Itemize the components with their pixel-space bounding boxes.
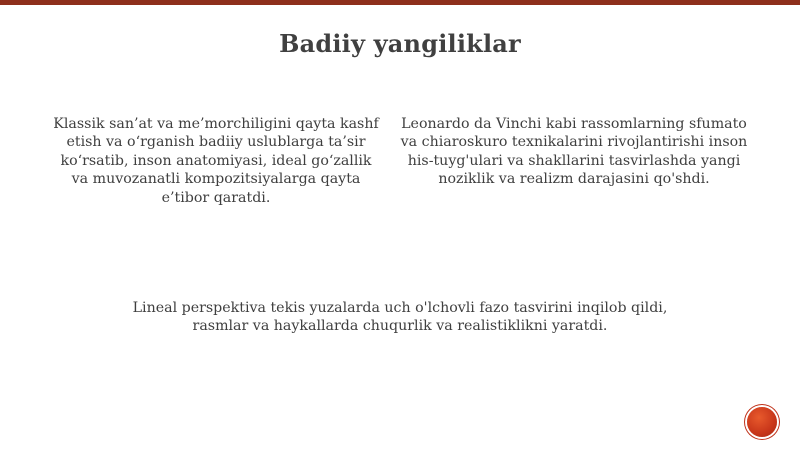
paragraph-right: Leonardo da Vinchi kabi rassomlarning sfumato va chiaroskuro texnikalarini rivojlantirishi inson his-tuyg'ulari va shakllarini tasvirlashda yangi noziklik va realizm darajasini qo'shdi.: [400, 116, 748, 188]
slide-nav-button[interactable]: [747, 407, 777, 437]
paragraph-bottom: Lineal perspektiva tekis yuzalarda uch o'lchovli fazo tasvirini inqilob qildi, rasmlar va haykallarda chuqurlik va realistiklikni yaratdi.: [132, 300, 668, 335]
top-accent-bar: [0, 0, 800, 5]
paragraph-left: Klassik san’at va me’morchiligini qayta kashf etish va o‘rganish badiiy uslublarga ta’sir ko‘rsatib, inson anatomiyasi, ideal go‘zallik va muvozanatli kompozitsiyalarga qayta e’tibor qaratdi.: [53, 116, 379, 206]
slide-title: Badiiy yangiliklar: [279, 29, 521, 58]
